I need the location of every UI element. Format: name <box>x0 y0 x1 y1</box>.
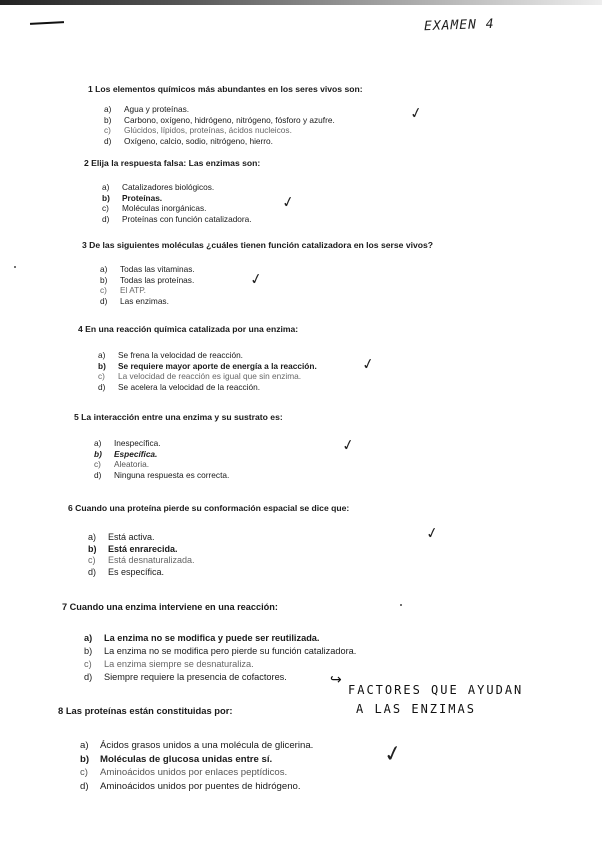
option: c) Aleatoria. <box>94 459 150 469</box>
question-4-options <box>98 350 317 392</box>
question-2-options <box>102 182 252 224</box>
option: d) Proteínas con función catalizadora. <box>102 213 252 224</box>
question-1: 1 Los elementos químicos más abundantes en los seres vivos son: <box>88 84 363 94</box>
option: a) Está activa. <box>88 532 155 542</box>
option: b) Proteínas. <box>102 192 163 203</box>
question-1-options <box>104 104 335 146</box>
checkmark-icon: ✓ <box>340 434 357 456</box>
scan-edge <box>0 0 602 5</box>
option: b) Carbono, oxígeno, hidrógeno, nitrógeno, fósforo y azufre. <box>104 114 335 125</box>
question-6: 6 Cuando una proteína pierde su conformación espacial se dice que: <box>68 503 350 513</box>
option: a) Inespecífica. <box>94 438 161 448</box>
question-7: 7 Cuando una enzima interviene en una reacción: <box>62 602 278 612</box>
checkmark-icon: ✓ <box>381 740 405 769</box>
option: c) El ATP. <box>100 285 146 295</box>
option: a) La enzima no se modifica y puede ser reutilizada. <box>84 633 320 643</box>
option: a) Todas las vitaminas. <box>100 264 195 274</box>
option: d) Siempre requiere la presencia de cofactores. <box>84 672 287 682</box>
option: d) Aminoácidos unidos por puentes de hidrógeno. <box>80 780 301 792</box>
scan-speck <box>400 604 402 606</box>
option: b) Moléculas de glucosa unidas entre sí. <box>80 753 273 765</box>
checkmark-icon: ✓ <box>248 268 265 290</box>
option: d) Ninguna respuesta es correcta. <box>94 469 230 480</box>
pen-mark <box>30 21 64 25</box>
question-8: 8 Las proteínas están constituidas por: <box>58 705 233 716</box>
option: a) Se frena la velocidad de reacción. <box>98 350 243 360</box>
option: c) Está desnaturalizada. <box>88 555 195 565</box>
option: c) La velocidad de reacción es igual que sin enzima. <box>98 371 302 381</box>
option: b) La enzima no se modifica pero pierde su función catalizadora. <box>84 646 357 656</box>
option: d) Oxígeno, calcio, sodio, nitrógeno, hierro. <box>104 135 273 146</box>
question-3: 3 De las siguientes moléculas ¿cuáles tienen función catalizadora en los serse vivos? <box>82 240 434 250</box>
option: c) Moléculas inorgánicas. <box>102 203 207 213</box>
option: c) Glúcidos, lípidos, proteínas, ácidos nucleicos. <box>104 125 292 135</box>
checkmark-icon: ✓ <box>280 191 297 213</box>
arrow-icon: ↪ <box>330 672 342 688</box>
option: b) Se requiere mayor aporte de energía a la reacción. <box>98 360 317 371</box>
exam-title: EXAMEN 4 <box>423 16 495 35</box>
question-4: 4 En una reacción química catalizada por una enzima: <box>78 324 299 334</box>
checkmark-icon: ✓ <box>424 522 441 544</box>
option: c) Aminoácidos unidos por enlaces peptídicos. <box>80 767 288 778</box>
option: a) Ácidos grasos unidos a una molécula de glicerina. <box>80 740 314 751</box>
option: d) Las enzimas. <box>100 295 169 306</box>
option: b) Está enrarecida. <box>88 543 178 554</box>
checkmark-icon: ✓ <box>360 353 377 375</box>
question-8-options <box>80 739 313 793</box>
handwritten-note-line1: FACTORES QUE AYUDAN <box>348 683 524 697</box>
option: c) La enzima siempre se desnaturaliza. <box>84 659 254 669</box>
handwritten-note-line2: A LAS ENZIMAS <box>356 702 476 716</box>
option: b) Específica. <box>94 448 158 459</box>
option: d) Es específica. <box>88 566 165 577</box>
checkmark-icon: ✓ <box>408 102 425 124</box>
question-3-options <box>100 264 195 306</box>
option: b) Todas las proteínas. <box>100 274 195 285</box>
option: d) Se acelera la velocidad de la reacción. <box>98 381 261 392</box>
question-2: 2 Elija la respuesta falsa: Las enzimas son: <box>84 158 261 168</box>
question-5-options <box>94 438 229 480</box>
question-7-options <box>84 632 356 684</box>
option: a) Agua y proteínas. <box>104 104 190 114</box>
question-5: 5 La interacción entre una enzima y su sustrato es: <box>74 412 283 422</box>
scan-speck <box>14 266 16 268</box>
question-6-options <box>88 532 195 578</box>
option: a) Catalizadores biológicos. <box>102 182 215 192</box>
